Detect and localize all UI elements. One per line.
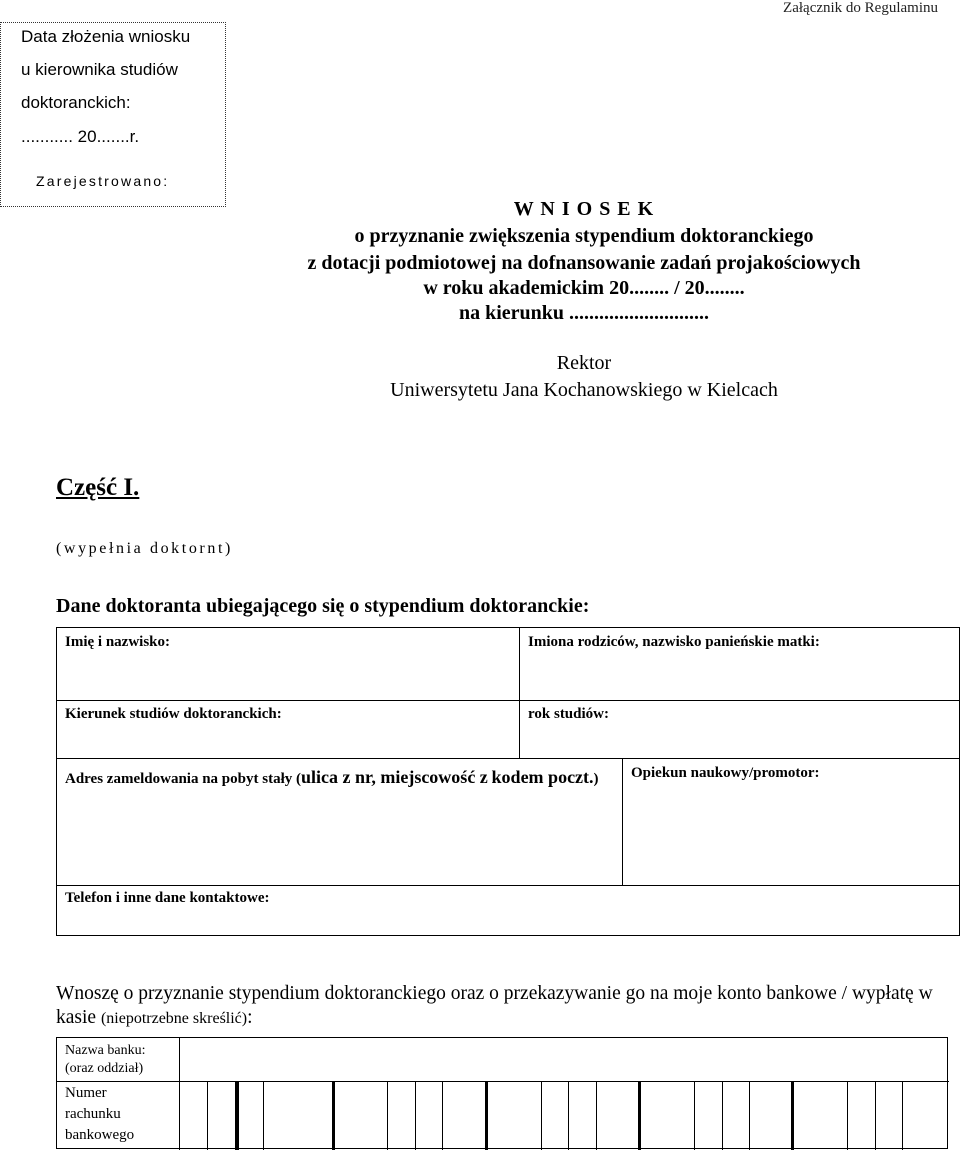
parents-label: Imiona rodziców, nazwisko panieńskie matki:: [528, 634, 820, 650]
account-group-separator: [638, 1082, 641, 1150]
address-label-part-2: ulica z nr, miejscowość z: [301, 767, 488, 787]
request-statement: [56, 982, 946, 1031]
addressee-university: Uniwersytetu Jana Kochanowskiego w Kielcach: [390, 379, 778, 401]
title-line-1: o przyznanie zwiększenia stypendium doktoranckiego: [354, 225, 814, 247]
date-box-line-2: u kierownika studiów: [21, 60, 178, 79]
supervisor-field[interactable]: [622, 758, 960, 886]
addressee-rektor: Rektor: [556, 352, 612, 374]
address-label-part-3: kodem poczt.: [491, 767, 594, 787]
year-of-study-label: rok studiów:: [528, 706, 609, 722]
date-box-line-3: doktoranckich:: [21, 93, 131, 112]
account-digit-separator: [442, 1082, 443, 1150]
title-line-2: z dotacji podmiotowej na dofnansowanie zadań projakościowych: [307, 252, 861, 274]
field-of-study-label: Kierunek studiów doktoranckich:: [65, 706, 282, 722]
academic-year-line[interactable]: w roku akademickim 20........ / 20........: [423, 277, 745, 299]
account-digit-separator: [847, 1082, 848, 1150]
attachment-note: Załącznik do Regulaminu: [783, 0, 938, 16]
request-colon: :: [247, 1007, 253, 1028]
account-digit-separator: [568, 1082, 569, 1150]
bank-branch-label: (oraz oddział): [65, 1061, 144, 1076]
parents-field[interactable]: [519, 627, 960, 701]
form-title: W N I O S E K: [513, 198, 655, 220]
request-text: Wnoszę o przyznanie stypendium doktoranckiego oraz o przekazywanie go na moje konto bankowe / wypłatę w kasie: [56, 983, 933, 1028]
address-label: [65, 765, 613, 792]
applicant-data-heading: Dane doktoranta ubiegającego się o stypendium doktoranckie:: [56, 595, 590, 617]
account-group-separator: [485, 1082, 488, 1150]
address-field[interactable]: [56, 758, 623, 886]
account-digit-separator: [875, 1082, 876, 1150]
supervisor-label: Opiekun naukowy/promotor:: [631, 765, 820, 781]
date-box-date-field[interactable]: ........... 20.......r.: [21, 127, 140, 146]
part-title: Część I.: [56, 474, 140, 501]
year-of-study-field[interactable]: [519, 700, 960, 759]
part-note: (wypełnia doktornt): [56, 540, 233, 557]
phone-label: Telefon i inne dane kontaktowe:: [65, 890, 270, 906]
account-group-separator: [332, 1082, 335, 1150]
field-of-study-field[interactable]: [56, 700, 520, 759]
account-label-line-1: Numer: [65, 1085, 107, 1101]
account-group-separator: [236, 1082, 239, 1150]
account-digit-separator: [596, 1082, 597, 1150]
account-digit-separator: [263, 1082, 264, 1150]
bank-details-table: [56, 1037, 948, 1149]
account-digit-separator: [415, 1082, 416, 1150]
address-label-part-4: ): [593, 771, 599, 787]
account-digit-separator: [387, 1082, 388, 1150]
account-label-line-2: rachunku: [65, 1106, 121, 1122]
field-of-study-line[interactable]: na kierunku ............................: [458, 302, 710, 324]
bank-name-label: Nazwa banku:: [65, 1043, 146, 1058]
account-number-input[interactable]: [180, 1082, 948, 1150]
bank-name-input[interactable]: [180, 1038, 948, 1081]
account-digit-separator: [207, 1082, 208, 1150]
name-label: Imię i nazwisko:: [65, 634, 170, 650]
address-label-part-1: Adres zameldowania na pobyt stały (: [65, 771, 301, 787]
account-digit-separator: [749, 1082, 750, 1150]
account-digit-separator: [722, 1082, 723, 1150]
account-digit-separator: [694, 1082, 695, 1150]
phone-field[interactable]: [56, 885, 960, 936]
account-digit-separator: [902, 1082, 903, 1150]
account-group-separator: [791, 1082, 794, 1150]
account-label-line-3: bankowego: [65, 1127, 135, 1143]
registered-label: Zarejestrowano:: [36, 173, 170, 189]
date-box-line-1: Data złożenia wniosku: [21, 27, 191, 46]
account-digit-separator: [541, 1082, 542, 1150]
bank-row-divider: [57, 1081, 179, 1082]
request-note: (niepotrzebne skreślić): [100, 1010, 248, 1027]
